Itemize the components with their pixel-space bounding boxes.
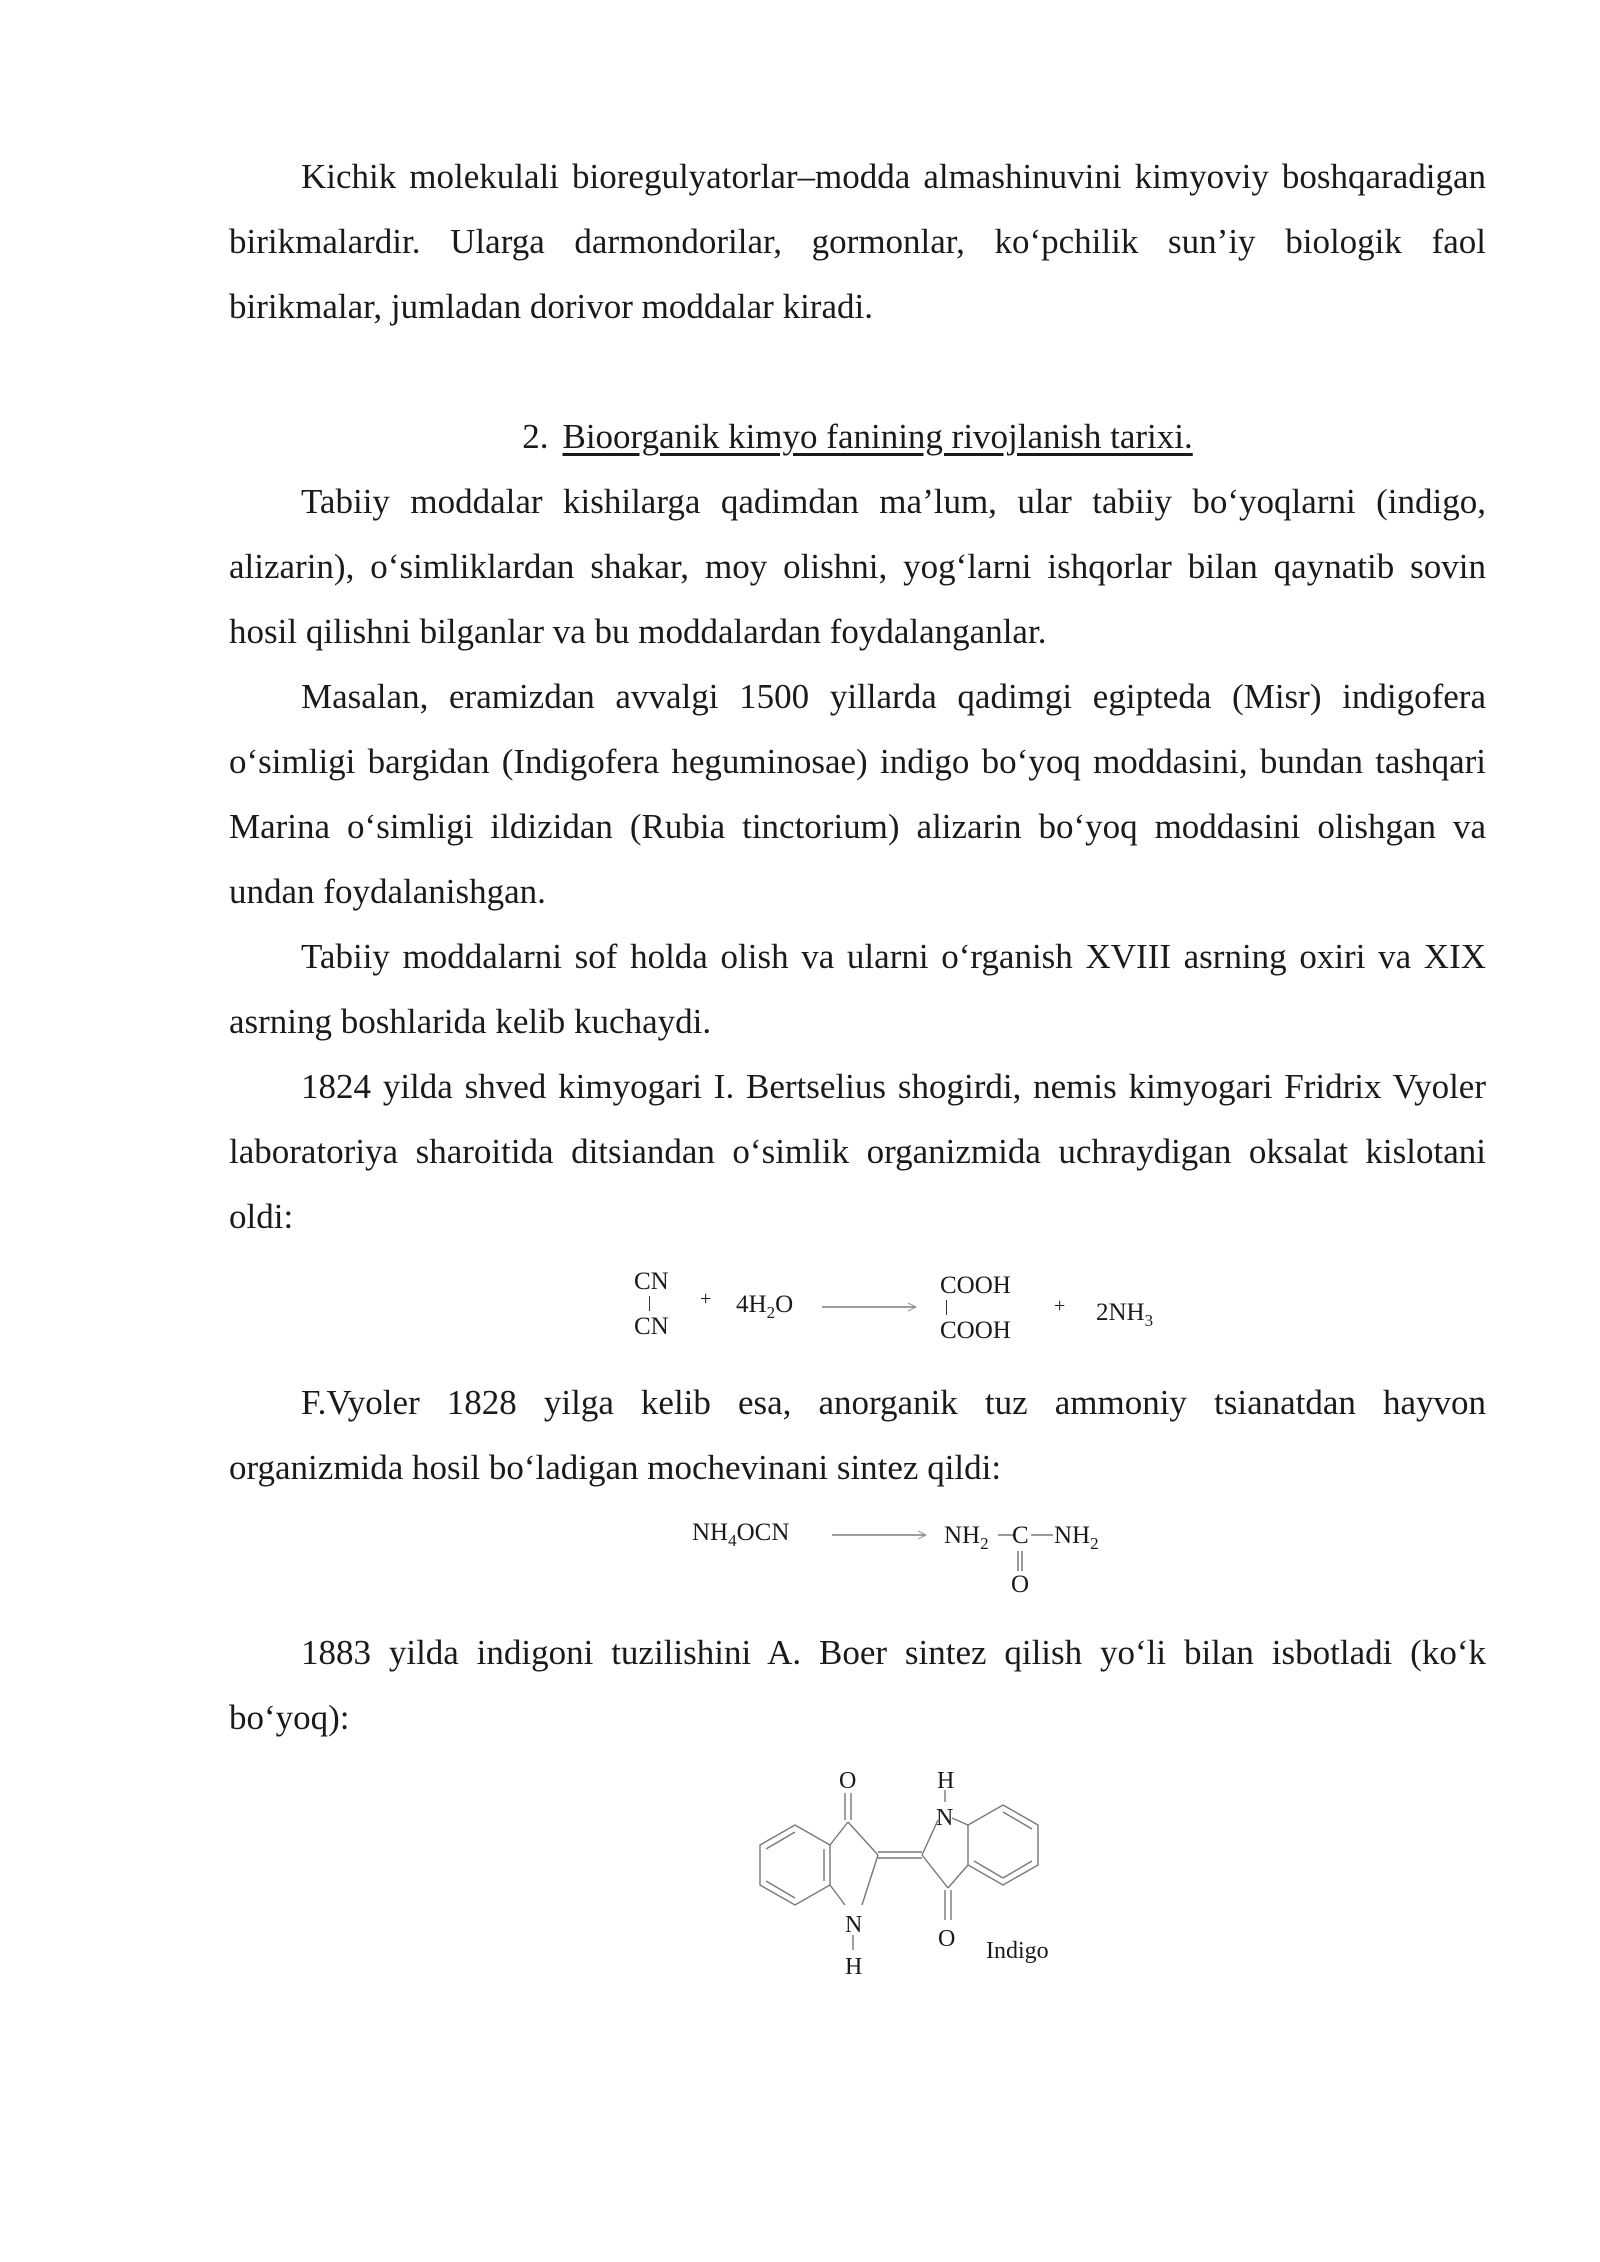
single-bond-line — [649, 1296, 650, 1311]
indigo-hydrogen-top: H — [937, 1768, 955, 1794]
paragraph-bioregulators: Kichik molekulali bioregulyatorlar–modda almashinuvini kimyoviy boshqaradigan birikmalardir. Ularga darmondorilar, gormonlar, ko‘pchilik sun’iy biologik faol birikmalar, jumladan dorivor moddalar kiradi. — [229, 157, 1486, 326]
single-bond-line — [946, 1300, 947, 1315]
paragraph-natural-substances: Tabiiy moddalar kishilarga qadimdan ma’lum, ular tabiiy bo‘yoqlarni (indigo, alizarin), o‘simliklardan shakar, moy olishni, yog‘larni ishqorlar bilan qaynatib sovin hosil qilishni bilganlar va bu moddalardan foydalanganlar. — [229, 482, 1486, 651]
indigo-structure — [700, 1760, 1100, 2000]
double-bond — [1014, 1550, 1026, 1572]
plus-sign: + — [700, 1288, 712, 1310]
section-title: Bioorganik kimyo fanining rivojlanish tarixi. — [562, 417, 1193, 456]
paragraph-wohler-urea: F.Vyoler 1828 yilga kelib esa, anorganik tuz ammoniy tsianatdan hayvon organizmida hosil bo‘ladigan mochevinani sintez qildi: — [229, 1383, 1486, 1487]
ammonium-cyanate-formula: $NH_4OCN$ — [692, 1519, 790, 1550]
indigo-label: Indigo — [986, 1938, 1049, 1964]
cn-bottom: CN — [634, 1313, 669, 1340]
indigo-hydrogen-bottom: H — [845, 1954, 863, 1980]
reaction-arrow — [820, 1300, 922, 1314]
urea-carbon: C — [1012, 1522, 1029, 1549]
water-formula: $4H_2O$ — [736, 1291, 794, 1322]
urea-right-amine: $NH_2$ — [1054, 1522, 1099, 1553]
indigo-oxygen-bottom: O — [938, 1926, 956, 1952]
reaction-arrow — [830, 1528, 932, 1542]
cn-top: CN — [634, 1268, 669, 1295]
paragraph-indigo-structure: 1883 yilda indigoni tuzilishini A. Boer sintez qilish yo‘li bilan isbotladi (ko‘k bo‘yoq): — [229, 1633, 1486, 1737]
indigo-oxygen-top: O — [839, 1768, 857, 1794]
section-number: 2. — [522, 417, 549, 456]
section-heading — [229, 404, 1486, 469]
paragraph-indigo-history: Masalan, eramizdan avvalgi 1500 yillarda qadimgi egipteda (Misr) indigofera o‘simligi bargidan (Indigofera heguminosae) indigo bo‘yoq moddasini, bundan tashqari Marina o‘simligi ildizidan (Rubia tinctorium) alizarin bo‘yoq moddasini olishgan va undan foydalanishgan. — [229, 677, 1486, 911]
urea-oxygen: O — [1011, 1571, 1030, 1598]
cooh-top: COOH — [940, 1272, 1011, 1299]
ammonia-formula: $2NH_3$ — [1096, 1299, 1154, 1330]
indigo-nitrogen-bottom: N — [845, 1912, 863, 1938]
paragraph-wohler-oxalic: 1824 yilda shved kimyogari I. Bertselius shogirdi, nemis kimyogari Fridrix Vyoler laboratoriya sharoitida ditsiandan o‘simlik organizmida uchraydigan oksalat kislotani oldi: — [229, 1067, 1486, 1236]
right-benzene-ring — [968, 1805, 1038, 1885]
left-benzene-ring — [760, 1825, 830, 1905]
paragraph-18th-century: Tabiiy moddalarni sof holda olish va ularni o‘rganish XVIII asrning oxiri va XIX asrning boshlarida kelib kuchaydi. — [229, 937, 1486, 1041]
indigo-nitrogen-top: N — [936, 1805, 954, 1831]
urea-left-amine: $NH_2$ — [944, 1522, 989, 1553]
cooh-bottom: COOH — [940, 1317, 1011, 1344]
bond-line — [1030, 1528, 1054, 1540]
plus-sign: + — [1054, 1295, 1066, 1317]
